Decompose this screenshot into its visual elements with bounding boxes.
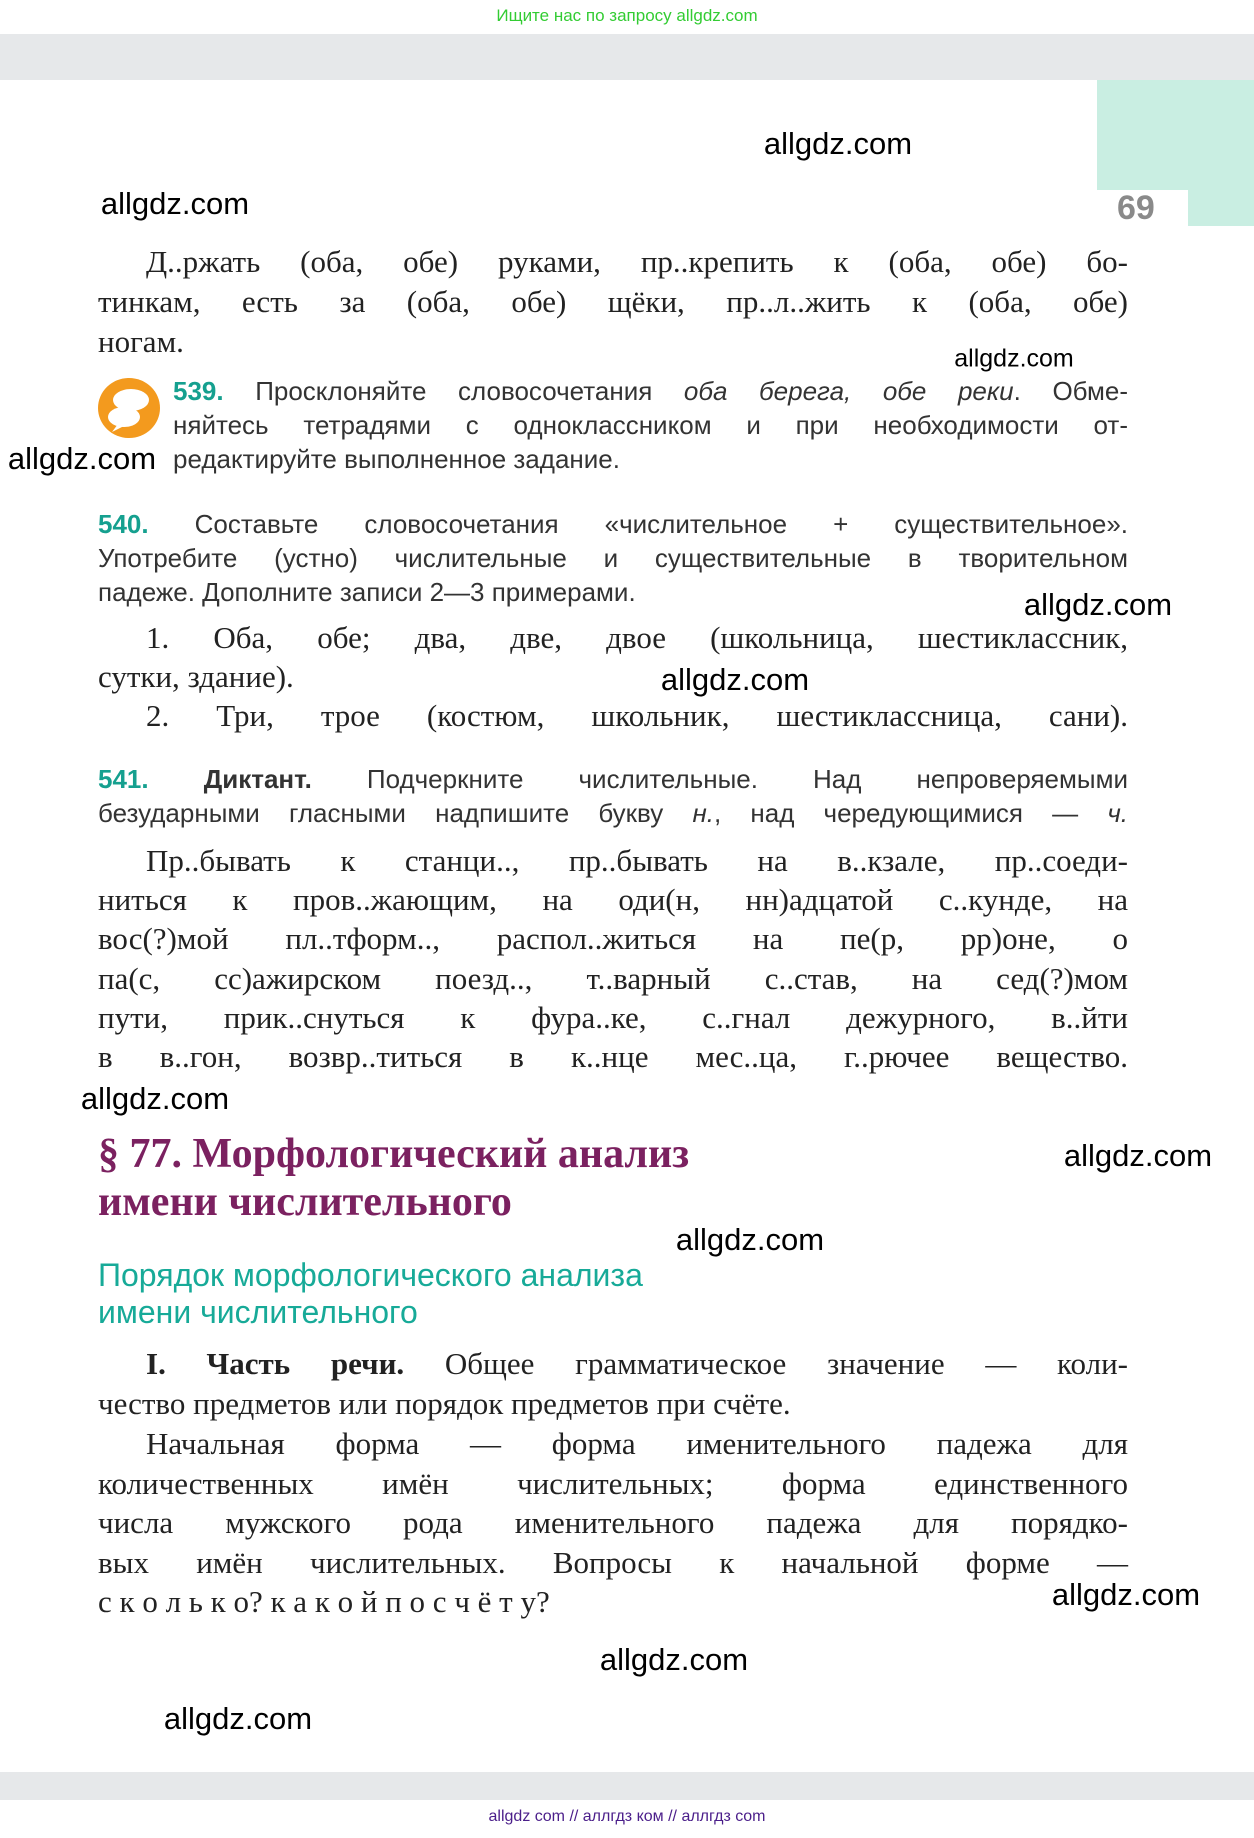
- exercise-number: 541.: [98, 764, 149, 794]
- text-line: в в..гон, возвр..титься в к..нце мес..ца, г..рючее вещество.: [98, 1039, 1128, 1075]
- text-line: 1. Оба, обе; два, две, двое (школьница, шестиклассник,: [146, 620, 1128, 655]
- text-line: вых имён числительных. Вопросы к начальной форме —: [98, 1544, 1128, 1580]
- dictation-text: [98, 841, 1128, 1076]
- watermark: allgdz.com: [1063, 1138, 1213, 1173]
- bottom-band: [0, 1772, 1254, 1800]
- subheading-line: Порядок морфологического анализа: [98, 1257, 643, 1293]
- subheading-line: имени числительного: [98, 1294, 418, 1330]
- text: Подчеркните числительные. Над непроверяемыми: [311, 764, 1128, 794]
- text-line: Употребите (устно) числительные и существительные в творительном: [98, 543, 1128, 573]
- text-line: сутки, здание).: [98, 659, 294, 694]
- text-line: количественных имён числительных; форма единственного: [98, 1465, 1128, 1501]
- text-line: ногам.: [98, 324, 184, 359]
- text-line: пути, прик..снуться к фура..ке, с..гнал дежурного, в..йти: [98, 999, 1128, 1035]
- watermark: allgdz.com: [7, 441, 157, 476]
- text: , над чередующимися —: [713, 798, 1108, 828]
- italic-text: оба берега, обе реки: [683, 376, 1014, 406]
- text: . Обме-: [1013, 376, 1128, 406]
- text-line: ниться к пров..жающим, на оди(н, нн)адцатой с..кунде, на: [98, 882, 1128, 918]
- watermark: allgdz.com: [660, 662, 810, 697]
- watermark: allgdz.com: [763, 126, 913, 161]
- exercise-539: [173, 374, 1128, 476]
- subheading: [98, 1257, 1128, 1331]
- watermark: allgdz.com: [599, 1642, 749, 1677]
- text-line: 2. Три, трое (костюм, школьник, шестиклассница, сани).: [146, 698, 1128, 733]
- text-line: Пр..бывать к станци.., пр..бывать на в..кзале, пр..соеди-: [146, 843, 1128, 878]
- text-line: няйтесь тетрадями с одноклассником и при необходимости от-: [173, 410, 1128, 440]
- text-line: Начальная форма — форма именительного падежа для: [146, 1426, 1128, 1461]
- text: Просклоняйте словосочетания: [255, 376, 684, 406]
- top-band: [0, 34, 1254, 80]
- text-line: падеже. Дополните записи 2—3 примерами.: [98, 577, 636, 607]
- watermark: allgdz.com: [1051, 1577, 1201, 1612]
- title-line: § 77. Морфологический анализ: [98, 1131, 690, 1177]
- text-line: вос(?)мой пл..тформ.., распол..житься на пе(р, рр)оне, о: [98, 921, 1128, 957]
- text-line: Д..ржать (оба, обе) руками, пр..крепить к (оба, обе) бо-: [146, 244, 1128, 279]
- text-line: па(с, сс)ажирском поезд.., т..варный с..став, на сед(?)мом: [98, 960, 1128, 996]
- exercise-540-examples: [98, 618, 1128, 735]
- text-line: числа мужского рода именительного падежа для порядко-: [98, 1505, 1128, 1540]
- footer-links: allgdz com // аллгдз ком // аллгдз com: [488, 1808, 766, 1825]
- watermark: allgdz.com: [1023, 587, 1173, 622]
- italic-text: н.: [692, 798, 714, 828]
- exercise-541: [98, 762, 1128, 830]
- text: Составьте словосочетания «числительное + существительное».: [194, 509, 1129, 539]
- watermark: allgdz.com: [80, 1081, 230, 1116]
- title-line: имени числительного: [98, 1179, 512, 1225]
- exercise-number: 539.: [173, 376, 224, 406]
- text-line: с к о л ь к о? к а к о й п о с ч ё т у?: [98, 1584, 550, 1619]
- bold-text: Диктант.: [203, 764, 312, 794]
- exercise-number: 540.: [98, 509, 149, 539]
- text: безударными гласными надпишите букву: [98, 798, 693, 828]
- watermark: allgdz.com: [954, 344, 1074, 373]
- top-note: Ищите нас по запросу allgdz.com: [496, 6, 758, 25]
- analysis-part-1: [98, 1344, 1128, 1424]
- text: Общее грамматическое значение — коли-: [404, 1346, 1128, 1381]
- text-line: редактируйте выполненное задание.: [173, 444, 620, 474]
- text-line: чество предметов или порядок предметов при счёте.: [98, 1386, 791, 1421]
- section-title: [98, 1130, 1128, 1226]
- italic-text: ч.: [1107, 798, 1128, 828]
- pair-work-icon: [98, 378, 160, 438]
- watermark: allgdz.com: [675, 1222, 825, 1257]
- page-number: 69: [1117, 189, 1155, 227]
- watermark: allgdz.com: [163, 1701, 313, 1736]
- analysis-initial-form: [98, 1424, 1128, 1622]
- watermark: allgdz.com: [100, 186, 250, 221]
- text-line: тинкам, есть за (оба, обе) щёки, пр..л..жить к (оба, обе): [98, 284, 1128, 319]
- exercise-540: [98, 507, 1128, 609]
- bold-text: I. Часть речи.: [146, 1346, 405, 1381]
